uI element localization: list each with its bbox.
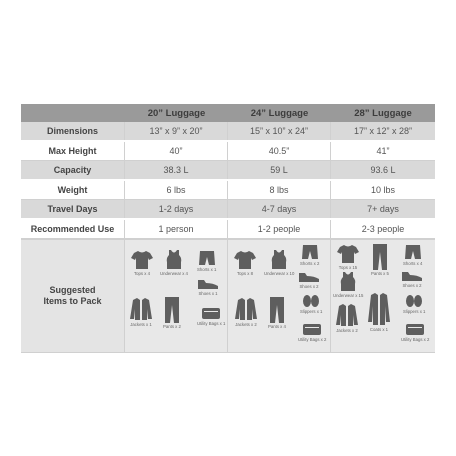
item-label: Jackets x 2 [235, 322, 257, 327]
item-label: Underwear x 10 [264, 271, 295, 276]
item-utility-bags [298, 322, 326, 342]
item-label: Shoes x 1 [198, 291, 218, 296]
cell-value: 41” [376, 146, 390, 156]
cell-value: 4-7 days [228, 200, 331, 218]
jacket-icon [129, 297, 153, 321]
shoe-icon [401, 270, 423, 282]
item-label: Jackets x 1 [130, 322, 152, 327]
shirt-icon [234, 250, 256, 270]
jacket-icon [335, 303, 359, 327]
items-label-line1: Suggested [49, 285, 96, 295]
item-shoes [401, 270, 423, 288]
item-label: Slippers x 1 [403, 309, 426, 314]
item-shorts [403, 244, 422, 266]
row-label: Weight [21, 181, 125, 199]
tank-top-icon [166, 250, 182, 270]
item-label: Shorts x 2 [300, 261, 320, 266]
item-label: Underwear x 15 [333, 293, 364, 298]
item-label: Underwear x 4 [160, 271, 188, 276]
row-label: Dimensions [21, 122, 125, 140]
coat-icon [367, 292, 391, 326]
item-label: Shoes x 2 [402, 283, 422, 288]
luggage-comparison-table [21, 104, 435, 353]
item-shorts [300, 244, 319, 266]
item-slippers [403, 294, 425, 314]
cell-value: 15” x 10” x 24” [228, 122, 331, 140]
cell-value: 93.6 L [370, 165, 396, 175]
item-label: Tops x 15 [338, 265, 358, 270]
bag-icon [302, 322, 322, 336]
row-dimensions [21, 122, 435, 142]
row-label: Travel Days [21, 200, 125, 218]
cell-value: 13” x 9” x 20” [125, 122, 228, 140]
shoe-icon [298, 271, 320, 283]
item-tops [337, 244, 359, 270]
items-20-luggage [125, 240, 228, 352]
item-label: Pants x 5 [371, 271, 389, 276]
item-label: Shorts x 4 [403, 261, 423, 266]
row-suggested-items [21, 239, 435, 353]
items-24-luggage [228, 240, 331, 352]
item-tops [234, 250, 256, 276]
item-label: Slippers x 1 [300, 309, 323, 314]
table-header [21, 104, 435, 122]
item-shoes [298, 271, 320, 289]
row-recommended-use [21, 220, 435, 239]
cell-value: 1 person [125, 220, 228, 238]
item-label: Shorts x 1 [197, 267, 217, 272]
item-utility-bags [401, 322, 429, 342]
item-slippers [300, 294, 322, 314]
item-pants [371, 244, 389, 276]
shoe-icon [197, 278, 219, 290]
shorts-icon [405, 244, 421, 260]
item-tops [131, 250, 153, 276]
cell-value: 8 lbs [228, 181, 331, 199]
shirt-icon [131, 250, 153, 270]
row-label [21, 240, 125, 352]
item-pants [268, 297, 286, 329]
cell-value: 40.5” [228, 142, 331, 160]
row-label: Max Height [21, 142, 125, 160]
cell-value: 17” x 12” x 28” [353, 126, 413, 136]
pants-icon [164, 297, 180, 323]
row-label: Recommended Use [21, 220, 125, 238]
header-28-luggage: 28” Luggage [354, 107, 412, 119]
cell-value: 38.3 L [125, 161, 228, 179]
cell-value: 59 L [228, 161, 331, 179]
item-shoes [197, 278, 219, 296]
cell-value: 6 lbs [125, 181, 228, 199]
shorts-icon [302, 244, 318, 260]
header-24-luggage: 24” Luggage [250, 107, 309, 119]
item-jackets [234, 297, 258, 327]
item-pants [163, 297, 181, 329]
row-max-height [21, 142, 435, 161]
item-jackets [335, 303, 359, 333]
cell-value: 2-3 people [361, 224, 405, 234]
item-label: Utility Bags x 1 [197, 321, 226, 326]
row-label: Capacity [21, 161, 125, 179]
item-label: Pants x 4 [268, 324, 286, 329]
items-label-line2: Items to Pack [43, 296, 102, 306]
item-label: Tops x 4 [133, 271, 150, 276]
item-label: Tops x 8 [236, 271, 253, 276]
tank-top-icon [340, 272, 356, 292]
pants-icon [269, 297, 285, 323]
item-jackets [129, 297, 153, 327]
header-blank [21, 104, 125, 122]
cell-value: 1-2 days [125, 200, 228, 218]
row-weight [21, 181, 435, 200]
slippers-icon [405, 294, 423, 308]
item-label: Shoes x 2 [299, 284, 319, 289]
item-coats [367, 292, 391, 332]
item-label: Utility Bags x 2 [401, 337, 430, 342]
items-28-luggage [331, 240, 435, 352]
row-travel-days [21, 200, 435, 220]
cell-value: 7+ days [367, 204, 399, 214]
tank-top-icon [271, 250, 287, 270]
item-underwear [264, 250, 294, 276]
item-label: Utility Bags x 2 [298, 337, 327, 342]
item-label: Pants x 2 [163, 324, 181, 329]
item-shorts [197, 250, 216, 272]
cell-value: 1-2 people [228, 220, 331, 238]
item-utility-bags [197, 306, 225, 326]
item-label: Coats x 1 [369, 327, 389, 332]
row-capacity [21, 161, 435, 181]
bag-icon [405, 322, 425, 336]
shirt-icon [337, 244, 359, 264]
slippers-icon [302, 294, 320, 308]
jacket-icon [234, 297, 258, 321]
cell-value: 40” [125, 142, 228, 160]
item-label: Jackets x 2 [336, 328, 358, 333]
header-20-luggage: 20” Luggage [147, 107, 206, 119]
bag-icon [201, 306, 221, 320]
item-underwear [160, 250, 188, 276]
item-underwear [333, 272, 363, 298]
cell-value: 10 lbs [370, 185, 396, 195]
pants-icon [372, 244, 388, 270]
shorts-icon [199, 250, 215, 266]
